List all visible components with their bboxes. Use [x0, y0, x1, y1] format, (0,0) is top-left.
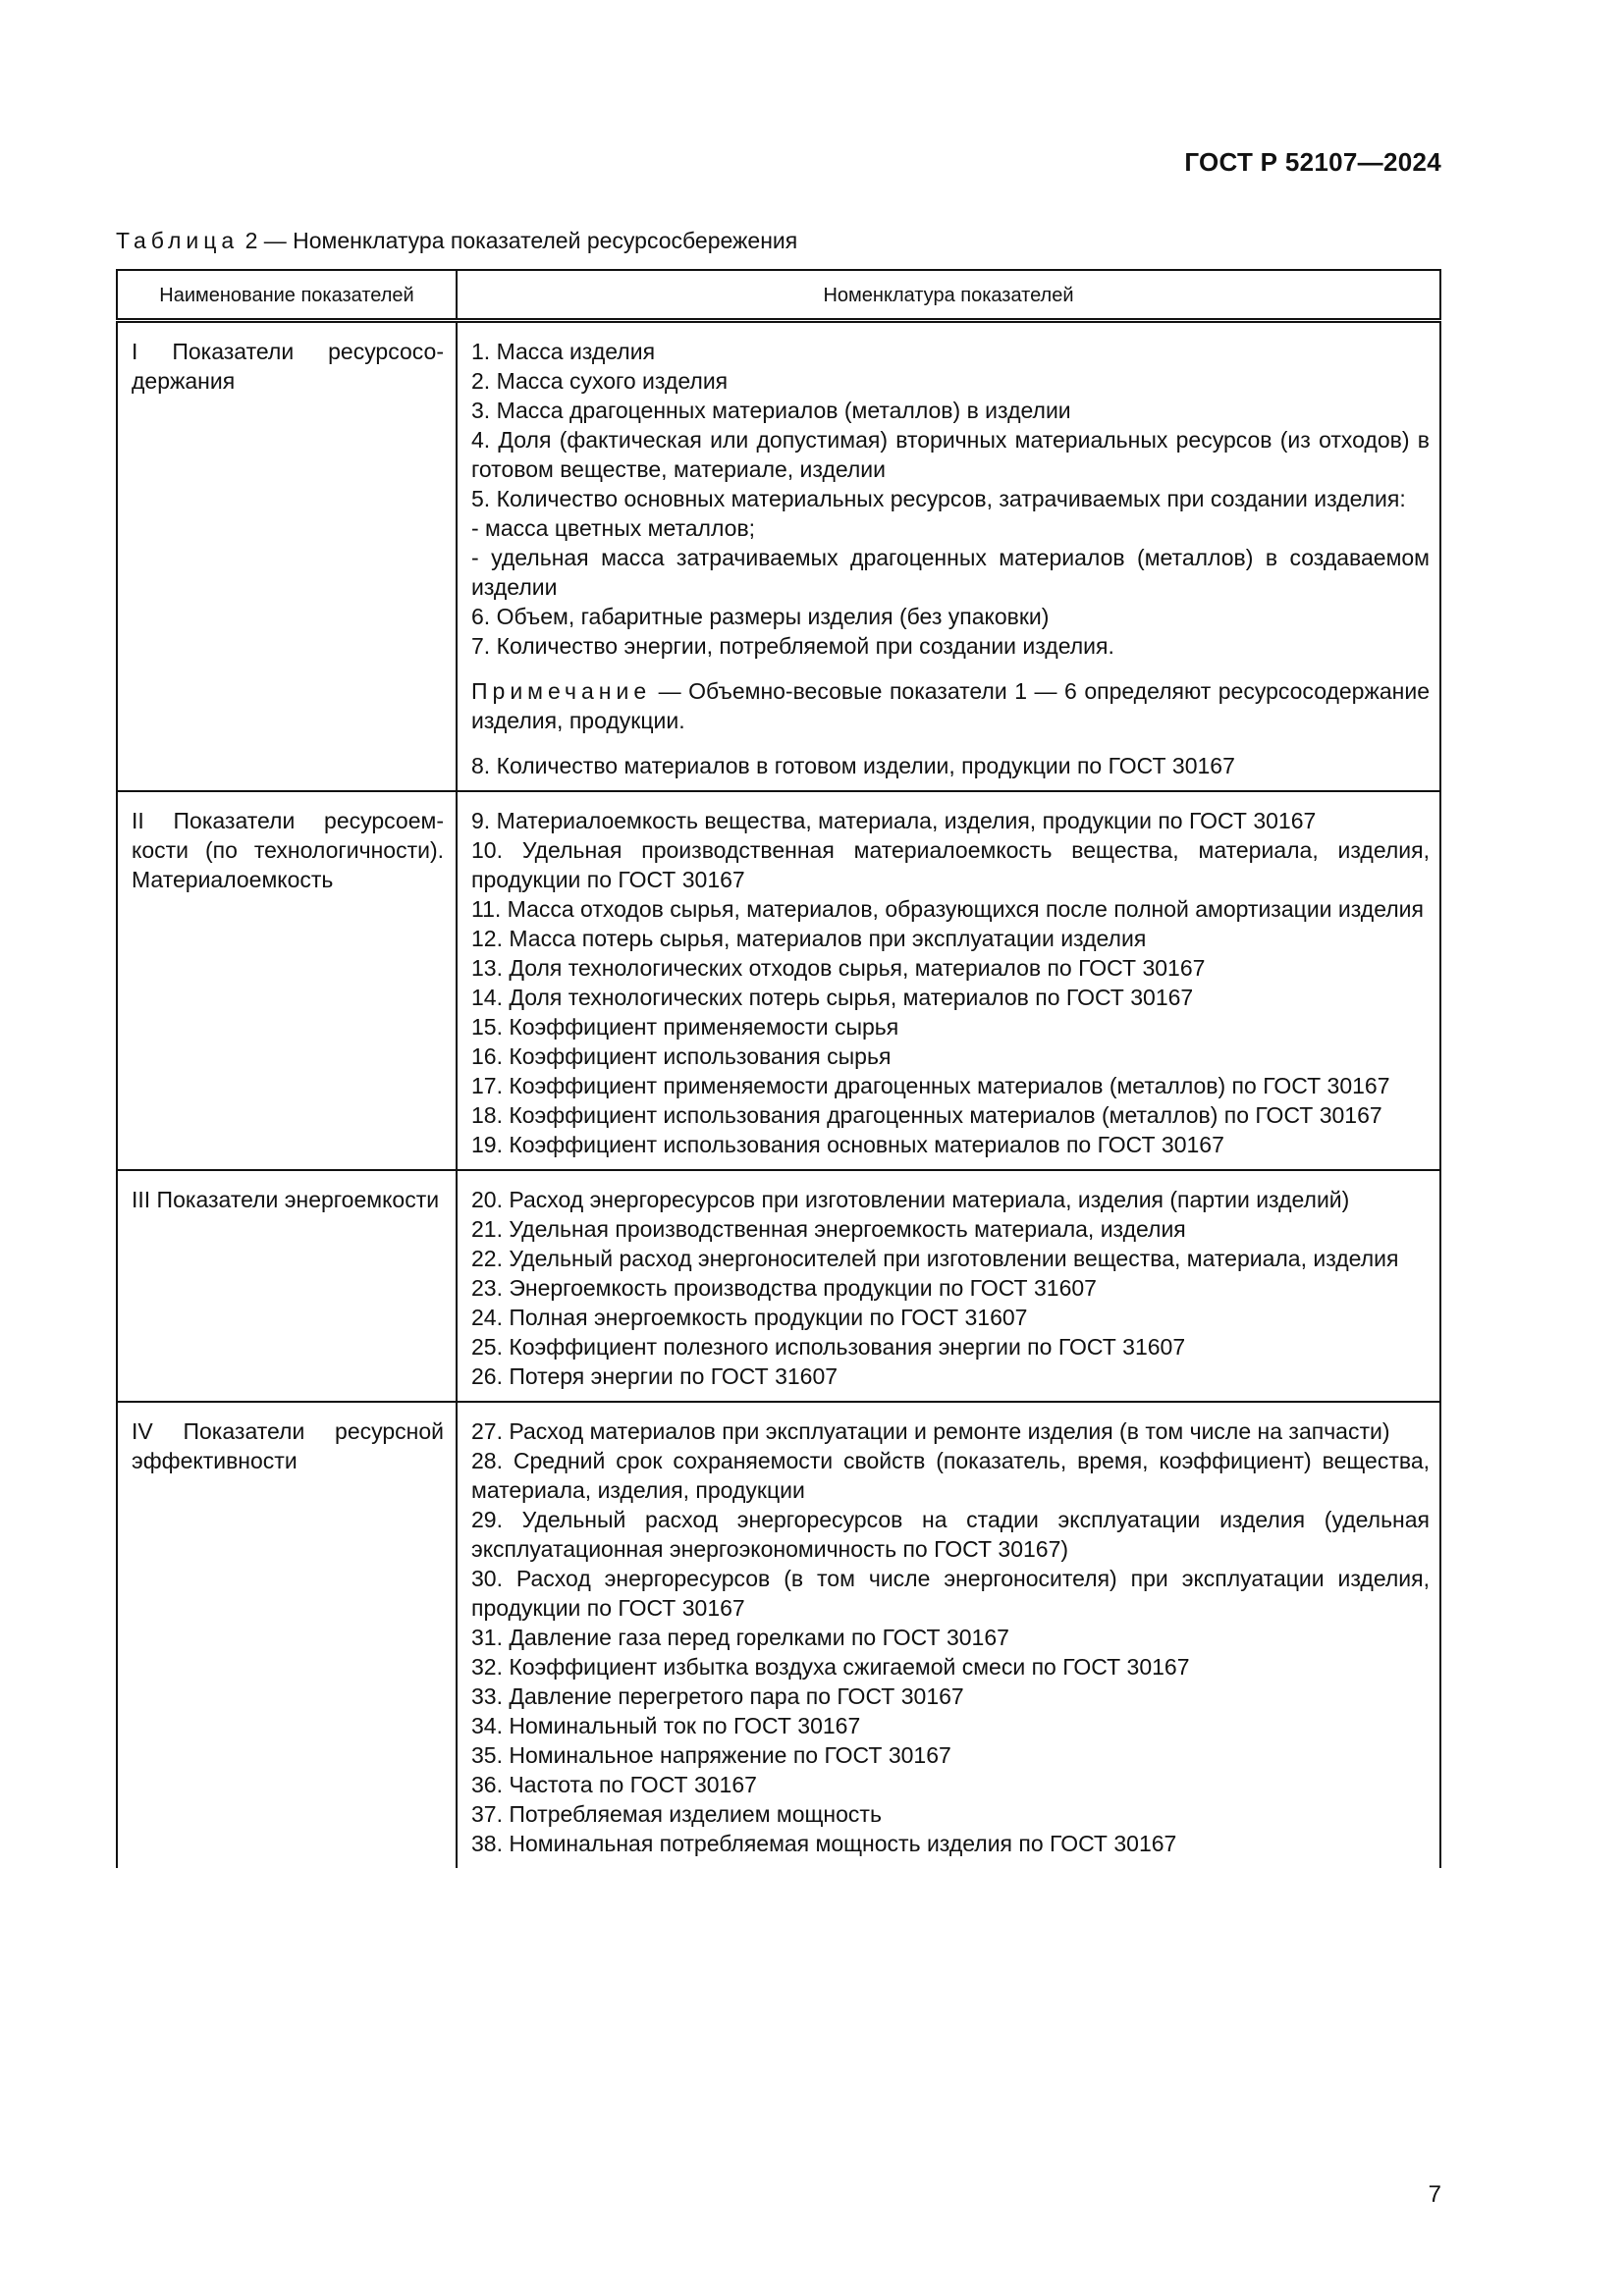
list-item: 17. Коэффициент применяемости драгоценных материалов (металлов) по ГОСТ 30167	[471, 1073, 1390, 1098]
column-header-names: Наименование показателей	[117, 270, 457, 321]
list-item: 8. Количество материалов в готовом изделии, продукции по ГОСТ 30167	[471, 753, 1235, 778]
list-item: - удельная масса затрачиваемых драгоценных материалов (металлов) в создаваемом изделии	[471, 545, 1430, 600]
list-item: 10. Удельная производственная материалоемкость вещества, материала, изделия, продукции по ГОСТ 30167	[471, 837, 1430, 892]
table-caption-text: 2 — Номенклатура показателей ресурсосбережения	[239, 228, 798, 253]
table-row	[117, 321, 1440, 792]
list-item: 19. Коэффициент использования основных материалов по ГОСТ 30167	[471, 1132, 1224, 1157]
list-item: 5. Количество основных материальных ресурсов, затрачиваемых при создании изделия:	[471, 486, 1406, 511]
list-item: 25. Коэффициент полезного использования энергии по ГОСТ 31607	[471, 1334, 1186, 1360]
list-item: 2. Масса сухого изделия	[471, 368, 729, 394]
table-header-row	[117, 270, 1440, 321]
list-item: 33. Давление перегретого пара по ГОСТ 30167	[471, 1683, 964, 1709]
table-row	[117, 1402, 1440, 1868]
group-name: II Показатели ресурсоемкости (по технологичности). Материалоемкость	[117, 791, 457, 1170]
list-item: 18. Коэффициент использования драгоценных материалов (металлов) по ГОСТ 30167	[471, 1102, 1382, 1128]
list-item: 4. Доля (фактическая или допустимая) вторичных материальных ресурсов (из отходов) в готовом веществе, материале, изделии	[471, 427, 1430, 482]
list-item: 31. Давление газа перед горелками по ГОСТ 30167	[471, 1625, 1009, 1650]
table-caption-label: Таблица	[116, 228, 240, 253]
list-item: 37. Потребляемая изделием мощность	[471, 1801, 882, 1827]
group-items	[457, 791, 1440, 1170]
note-text: — Объемно-весовые показатели 1 — 6 определяют ресурсосодержание изделия, продукции.	[471, 678, 1430, 733]
table-note	[471, 676, 1430, 735]
page-number: 7	[1428, 2181, 1441, 2208]
list-item: 30. Расход энергоресурсов (в том числе энергоносителя) при эксплуатации изделия, продукции по ГОСТ 30167	[471, 1566, 1430, 1621]
document-code: ГОСТ Р 52107—2024	[1184, 147, 1441, 177]
list-item: 12. Масса потерь сырья, материалов при эксплуатации изделия	[471, 926, 1147, 951]
list-item: 23. Энергоемкость производства продукции по ГОСТ 31607	[471, 1275, 1097, 1301]
list-item: 28. Средний срок сохраняемости свойств (показатель, время, коэффициент) вещества, материала, изделия, продукции	[471, 1448, 1430, 1503]
list-item: 38. Номинальная потребляемая мощность изделия по ГОСТ 30167	[471, 1831, 1177, 1856]
list-item: 3. Масса драгоценных материалов (металлов) в изделии	[471, 398, 1071, 423]
list-item: 6. Объем, габаритные размеры изделия (без упаковки)	[471, 604, 1050, 629]
group-items	[457, 1402, 1440, 1868]
list-item: 21. Удельная производственная энергоемкость материала, изделия	[471, 1216, 1186, 1242]
group-items	[457, 321, 1440, 792]
list-item: 27. Расход материалов при эксплуатации и ремонте изделия (в том числе на запчасти)	[471, 1418, 1390, 1444]
column-header-nomenclature: Номенклатура показателей	[457, 270, 1440, 321]
group-items	[457, 1170, 1440, 1402]
list-item: 35. Номинальное напряжение по ГОСТ 30167	[471, 1742, 951, 1768]
group-name: I Показатели ресурсосодержания	[117, 321, 457, 792]
indicators-table	[116, 269, 1441, 1868]
group-name: IV Показатели ресурсной эффективности	[117, 1402, 457, 1868]
table-row	[117, 1170, 1440, 1402]
note-label: Примечание	[471, 678, 652, 704]
list-item: 24. Полная энергоемкость продукции по ГОСТ 31607	[471, 1305, 1028, 1330]
list-item: 14. Доля технологических потерь сырья, материалов по ГОСТ 30167	[471, 985, 1194, 1010]
list-item: 36. Частота по ГОСТ 30167	[471, 1772, 757, 1797]
list-item: 26. Потеря энергии по ГОСТ 31607	[471, 1363, 839, 1389]
list-item: 15. Коэффициент применяемости сырья	[471, 1014, 899, 1040]
list-item: 16. Коэффициент использования сырья	[471, 1043, 892, 1069]
table-row	[117, 791, 1440, 1170]
list-item: - масса цветных металлов;	[471, 515, 756, 541]
list-item: 32. Коэффициент избытка воздуха сжигаемой смеси по ГОСТ 30167	[471, 1654, 1190, 1680]
table-caption	[116, 228, 797, 254]
group-name: III Показатели энергоемкости	[117, 1170, 457, 1402]
list-item: 22. Удельный расход энергоносителей при изготовлении вещества, материала, изделия	[471, 1246, 1399, 1271]
list-item: 7. Количество энергии, потребляемой при создании изделия.	[471, 633, 1114, 659]
list-item: 34. Номинальный ток по ГОСТ 30167	[471, 1713, 861, 1738]
list-item: 29. Удельный расход энергоресурсов на стадии эксплуатации изделия (удельная эксплуатационная энергоэкономичность по ГОСТ 30167)	[471, 1507, 1430, 1562]
list-item: 11. Масса отходов сырья, материалов, образующихся после полной амортизации изделия	[471, 896, 1424, 922]
list-item: 20. Расход энергоресурсов при изготовлении материала, изделия (партии изделий)	[471, 1187, 1350, 1212]
list-item: 13. Доля технологических отходов сырья, материалов по ГОСТ 30167	[471, 955, 1206, 981]
list-item: 9. Материалоемкость вещества, материала, изделия, продукции по ГОСТ 30167	[471, 808, 1317, 833]
list-item: 1. Масса изделия	[471, 339, 656, 364]
